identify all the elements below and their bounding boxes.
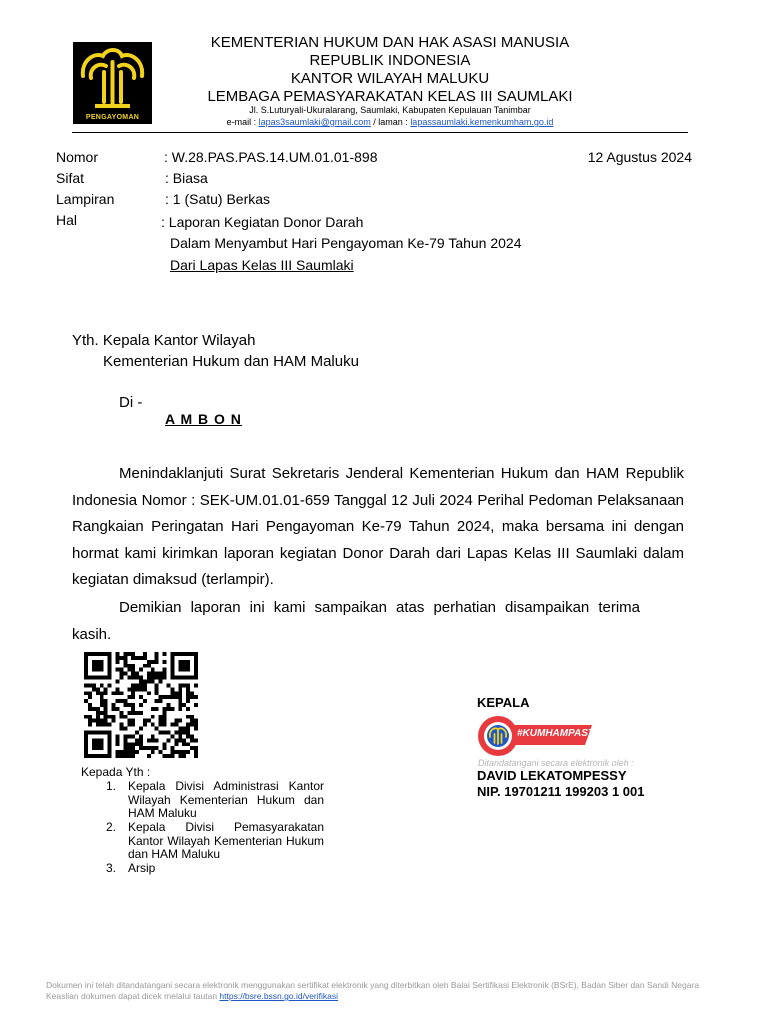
lampiran-value: : 1 (Satu) Berkas xyxy=(165,191,271,207)
footer-note-2: Keaslian dokumen dapat dicek melalui tautan https://bsre.bssn.go.id/verifikasi xyxy=(46,991,339,1001)
distribution-heading: Kepada Yth : xyxy=(81,765,151,779)
pengayoman-logo xyxy=(73,42,152,124)
lampiran-label: Lampiran xyxy=(56,191,115,207)
regional-office: KANTOR WILAYAH MALUKU xyxy=(290,70,490,87)
verification-link[interactable]: https://bsre.bssn.go.id/verifikasi xyxy=(219,991,339,1001)
hal-line-1: : Laporan Kegiatan Donor Darah xyxy=(161,214,364,230)
hal-label: Hal xyxy=(56,212,78,228)
nomor-label: Nomor xyxy=(56,149,99,165)
body-paragraph-1: Menindaklanjuti Surat Sekretaris Jenderal Kementerian Hukum dan HAM Republik Indonesia Nomor : SEK-UM.01.01-659 Tanggal 12 Juli 2024 Perihal Pedoman Pelaksanaan Rangkaian Peringatan Hari Pengayoman Ke-79 Tahun 2024, maka bersama ini dengan hormat kami kirimkan laporan kegiatan Donor Darah dari Lapas Kelas III Saumlaki dalam kegiatan dimaksud (terlampir). xyxy=(72,465,684,588)
sifat-label: Sifat xyxy=(56,170,85,186)
logo-caption: PENGAYOMAN xyxy=(85,114,140,121)
banyan-tree-icon xyxy=(73,42,152,112)
institution-name: LEMBAGA PEMASYARAKATAN KELAS III SAUMLAKI xyxy=(207,88,573,105)
sifat-value: : Biasa xyxy=(165,170,208,186)
verification-qr-code xyxy=(84,652,198,758)
hal-line-2: Dalam Menyambut Hari Pengayoman Ke-79 Tahun 2024 xyxy=(170,235,522,251)
email-label: e-mail : xyxy=(226,117,259,127)
institution-address: Jl. S.Luturyali-Ukuralarang, Saumlaki, Kabupaten Kepulauan Tanimbar xyxy=(249,105,531,115)
nomor-value: : W.28.PAS.PAS.14.UM.01.01-898 xyxy=(164,149,378,165)
addressee-di: Di - xyxy=(119,394,143,411)
country-name: REPUBLIK INDONESIA xyxy=(309,52,471,69)
addressee-line-1: Yth. Kepala Kantor Wilayah xyxy=(72,332,256,349)
e-signature-stamp xyxy=(477,715,597,757)
distribution-item: 2. Kepala Divisi Pemasyarakatan Kantor Wilayah Kementerian Hukum dan HAM Maluku xyxy=(106,820,324,861)
letterhead-divider xyxy=(72,132,688,133)
distribution-item: 1. Kepala Divisi Administrasi Kantor Wilayah Kementerian Hukum dan HAM Maluku xyxy=(106,779,324,820)
signer-nip: NIP. 19701211 199203 1 001 xyxy=(477,784,645,799)
ministry-name: KEMENTERIAN HUKUM DAN HAK ASASI MANUSIA xyxy=(210,34,570,51)
body-paragraph-2: Demikian laporan ini kami sampaikan atas perhatian disampaikan terima kasih. xyxy=(72,599,640,643)
addressee-line-2: Kementerian Hukum dan HAM Maluku xyxy=(103,353,359,370)
letter-date: 12 Agustus 2024 xyxy=(587,149,692,165)
website-link[interactable]: lapassaumlaki.kemenkumham.go.id xyxy=(410,117,554,127)
signer-name: DAVID LEKATOMPESSY xyxy=(477,768,627,783)
hal-line-3: Dari Lapas Kelas III Saumlaki xyxy=(170,257,354,273)
signature-title: KEPALA xyxy=(477,695,530,710)
website-separator: / laman : xyxy=(370,117,411,127)
footer-note-1: Dokumen ini telah ditandatangani secara elektronik menggunakan sertifikat elektronik yang diterbitkan oleh Balai Sertifikasi Elektronik (BSrE), Badan Siber dan Sandi Negara xyxy=(46,980,699,990)
stamp-hashtag: #KUMHAMPASTI xyxy=(517,728,597,739)
contact-line xyxy=(150,117,630,128)
signed-note: Ditandatangani secara elektronik oleh : xyxy=(478,758,634,768)
addressee-city: A M B O N xyxy=(165,411,242,427)
email-link[interactable]: lapas3saumlaki@gmail.com xyxy=(258,117,371,127)
distribution-item: 3. Arsip xyxy=(106,861,156,875)
